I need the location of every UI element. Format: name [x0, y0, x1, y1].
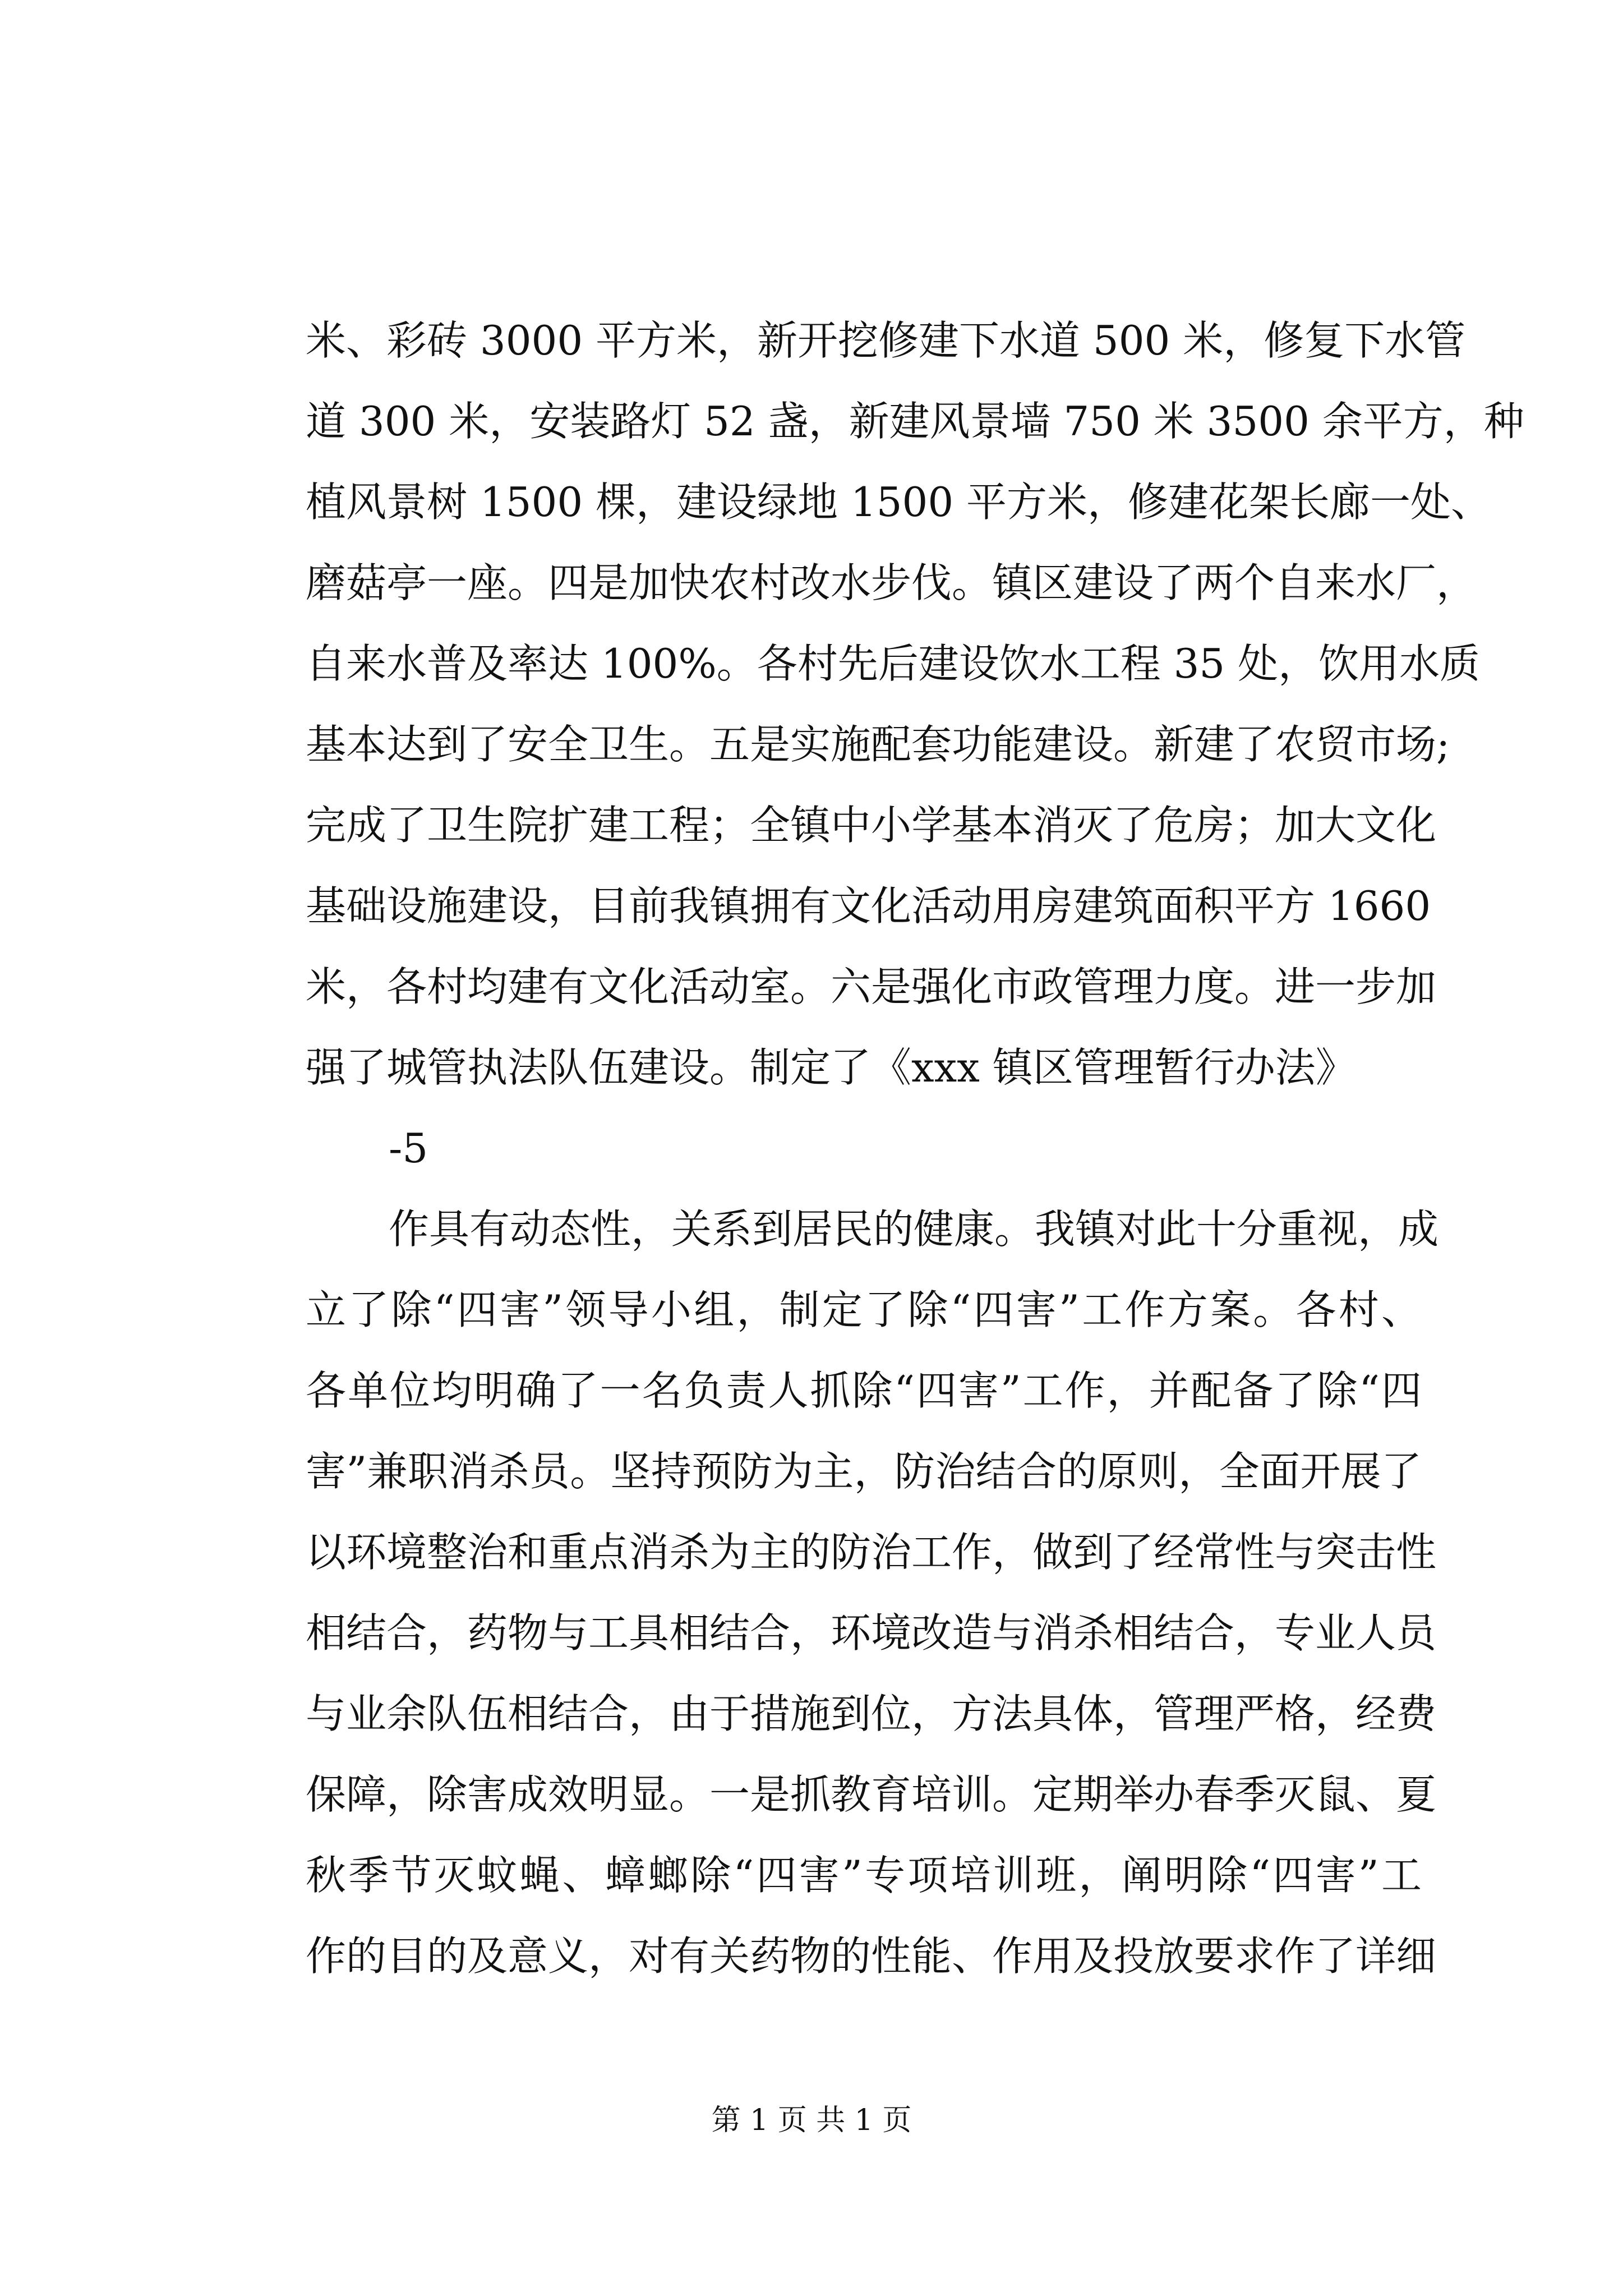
paragraph-line: 作具有动态性，关系到居民的健康。我镇对此十分重视，成 [389, 1205, 1439, 1253]
paragraph-line: 各单位均明确了一名负责人抓除“四害”工作，并配备了除“四 [306, 1367, 1422, 1414]
page-footer: 第 1 页 共 1 页 [711, 2104, 912, 2137]
paragraph-line: 完成了卫生院扩建工程；全镇中小学基本消灭了危房；加大文化 [306, 802, 1437, 849]
paragraph-line: 强了城管执法队伍建设。制定了《xxx 镇区管理暂行办法》 [306, 1044, 1356, 1091]
paragraph-line: 害”兼职消杀员。坚持预防为主，防治结合的原则，全面开展了 [306, 1448, 1422, 1495]
paragraph-line: 以环境整治和重点消杀为主的防治工作，做到了经常性与突击性 [306, 1529, 1437, 1576]
paragraph-line: 米、彩砖 3000 平方米，新开挖修建下水道 500 米，修复下水管 [306, 317, 1466, 364]
paragraph-line: 道 300 米，安装路灯 52 盏，新建风景墙 750 米 3500 余平方，种 [306, 398, 1524, 445]
paragraph-line: 立了除“四害”领导小组，制定了除“四害”工作方案。各村、 [306, 1286, 1422, 1333]
paragraph-line: 与业余队伍相结合，由于措施到位，方法具体，管理严格，经费 [306, 1690, 1437, 1737]
paragraph-line: 相结合，药物与工具相结合，环境改造与消杀相结合，专业人员 [306, 1609, 1437, 1657]
paragraph-line: 基本达到了安全卫生。五是实施配套功能建设。新建了农贸市场; [306, 721, 1450, 768]
paragraph-line: 秋季节灭蚊蝇、蟑螂除“四害”专项培训班，阐明除“四害”工 [306, 1852, 1422, 1899]
page-marker: -5 [389, 1125, 428, 1172]
paragraph-line: 自来水普及率达 100%。各村先后建设饮水工程 35 处，饮用水质 [306, 640, 1481, 687]
paragraph-line: 磨菇亭一座。四是加快农村改水步伐。镇区建设了两个自来水厂， [306, 559, 1477, 606]
paragraph-line: 作的目的及意义，对有关药物的性能、作用及投放要求作了详细 [306, 1932, 1437, 1980]
document-body [306, 300, 1524, 1996]
paragraph-line: 保障，除害成效明显。一是抓教育培训。定期举办春季灭鼠、夏 [306, 1771, 1437, 1818]
paragraph-line: 基础设施建设，目前我镇拥有文化活动用房建筑面积平方 1660 [306, 882, 1431, 930]
paragraph-line: 植风景树 1500 棵，建设绿地 1500 平方米，修建花架长廊一处、 [306, 478, 1492, 526]
paragraph-line: 米，各村均建有文化活动室。六是强化市政管理力度。进一步加 [306, 963, 1437, 1010]
